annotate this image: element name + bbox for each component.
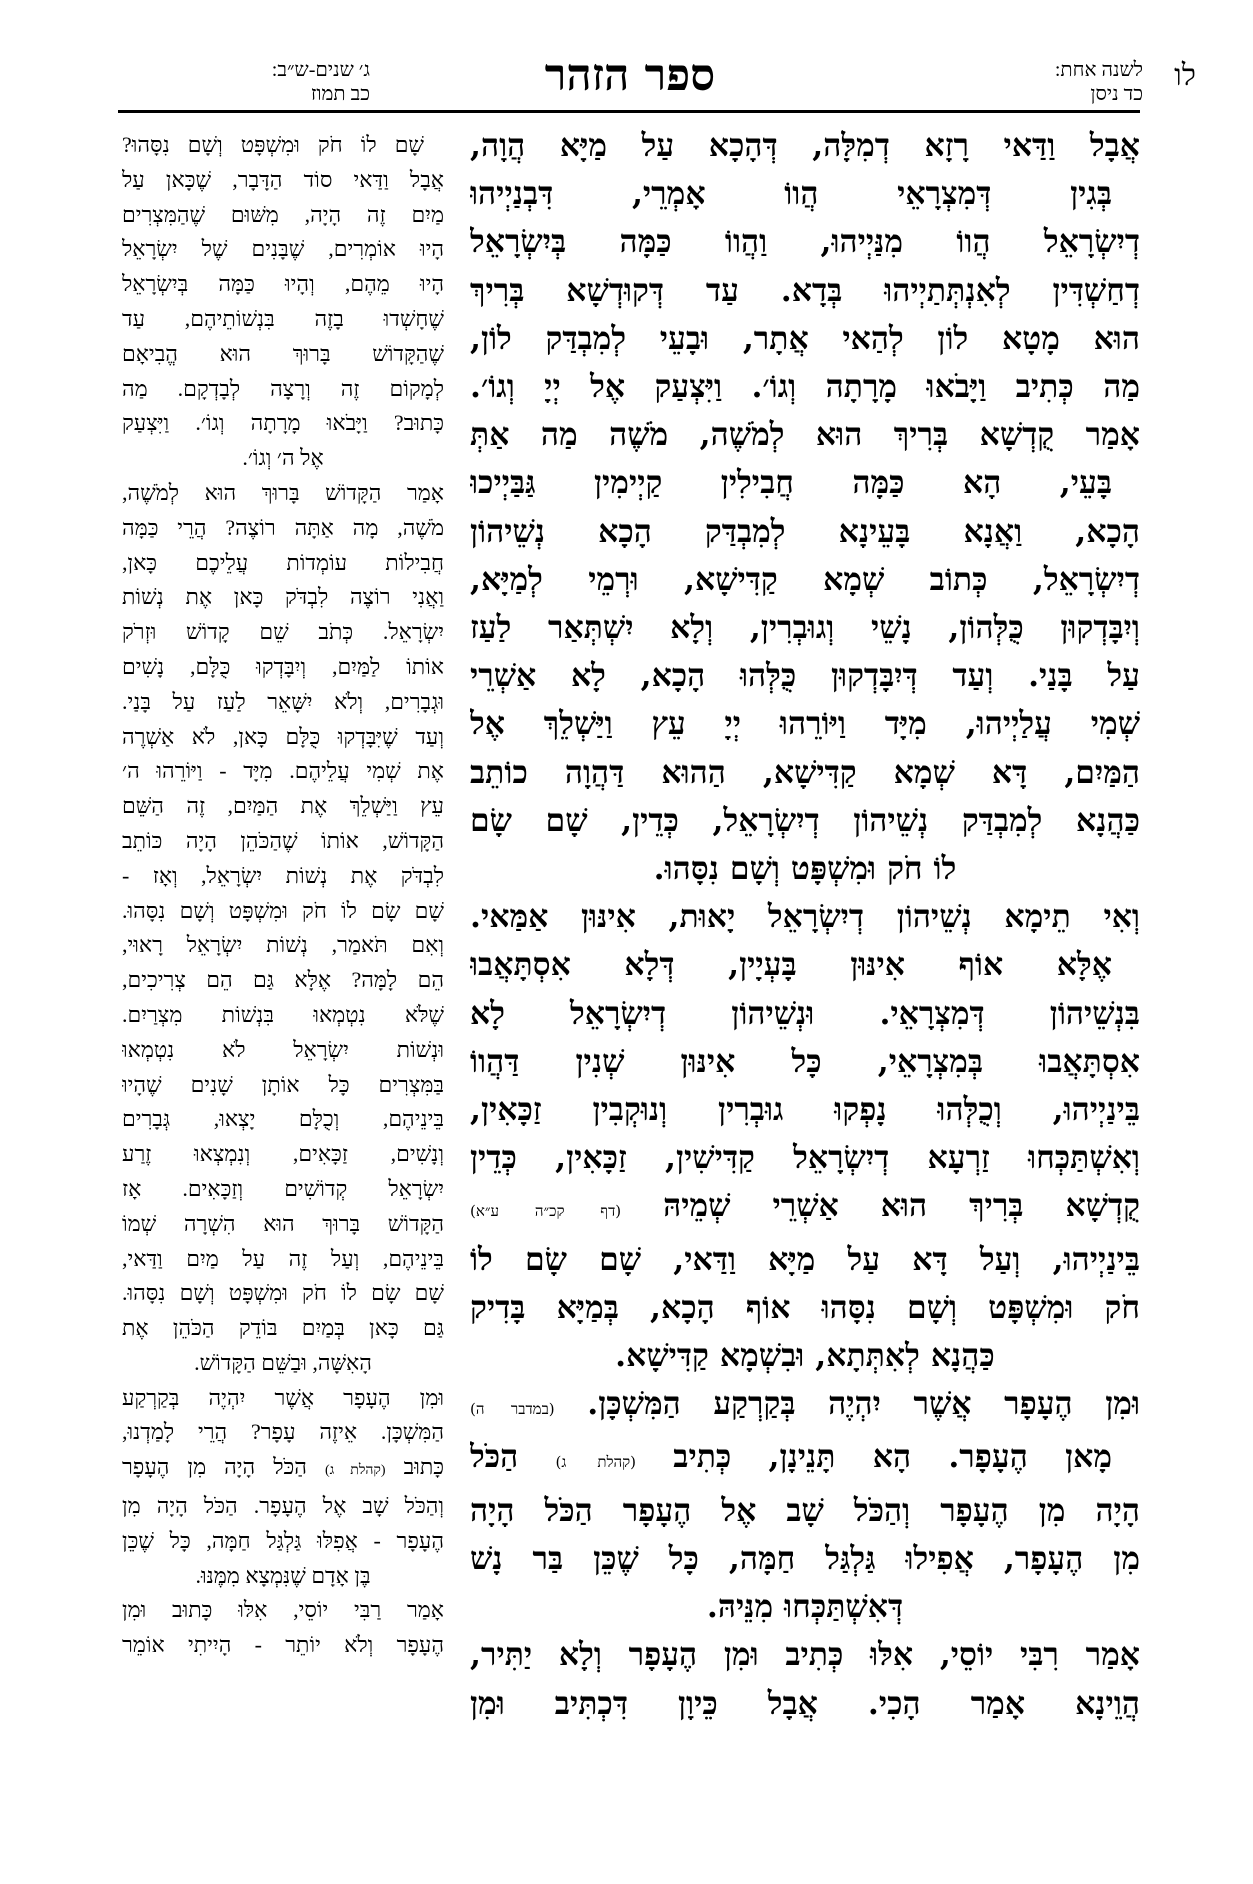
aramaic-line: אֶלָּא אוֹף אִינּוּן בָּעְיָין, דְּלָא אִסְתָּאֲבוּ: [470, 946, 1112, 984]
hebrew-line-text: כָּתוּב: [403, 1454, 444, 1480]
hebrew-line: כָּתוּב? וַיָּבֹאוּ מָרָתָה וְגוֹ׳. וַיִּצְעַק: [122, 410, 444, 436]
hebrew-line: שָׁם שָׂם לוֹ חֹק וּמִשְׁפָּט וְשָׁם נִסָּהוּ.: [122, 1280, 444, 1306]
aramaic-line: [470, 1182, 1140, 1235]
hebrew-line: לִבְדֹּק אֶת נְשׁוֹת יִשְׂרָאֵל, וְאָז -: [122, 862, 444, 888]
aramaic-line: בָּעֵי, הָא כַּמָּה חֲבִילִין קַיְימִין גַּבַּיְיכוּ: [470, 464, 1112, 502]
header-three-year-label: ג׳ שנים-ש״ב:: [271, 59, 370, 81]
aramaic-line: כַּהֲנָא לְמִבְדַּק נְשֵׁיהוֹן דְיִשְׂרָאֵל, כְּדֵין, שָׁם שָׂם: [470, 801, 1140, 839]
page-reference-note: (דף קכ״ה ע״א): [470, 1202, 622, 1221]
hebrew-line: הָאִשָּׁה, וּבַשֵּׁם הַקָּדוֹשׁ.: [194, 1349, 372, 1375]
hebrew-line: אָמַר רַבִּי יוֹסֵי, אִלּוּ כָּתוּב וּמִן: [122, 1597, 444, 1623]
verse-source-note: (קהלת ג): [324, 1463, 386, 1479]
header-yearly-label: לשנה אחת:: [1054, 59, 1143, 81]
hebrew-line: עֵץ וַיַּשְׁלֵךְ אֶת הַמַּיִם, זֶה הַשֵּׁם: [122, 793, 444, 819]
hebrew-line: הָיוּ מֵהֶם, וְהָיוּ כַּמָּה בְּיִשְׂרָאֵל: [122, 271, 444, 297]
aramaic-line: דְיִשְׂרָאֵל הֲווֹ מִנַּיְיהוּ, וַהֲווֹ כַּמָּה בְּיִשְׂרָאֵל: [470, 223, 1140, 261]
aramaic-line: הַמַּיִם, דָּא שְׁמָא קַדִּישָׁא, הַהוּא דַּהֲוָה כוֹתֵב: [470, 753, 1140, 791]
aramaic-line: הוּא מָטָא לוֹן לְהַאי אֲתָר, וּבָעֵי לְמִבְדַּק לוֹן,: [470, 319, 1140, 357]
hebrew-line: יִשְׂרָאֵל. כְּתֹב שֵׁם קָדוֹשׁ וּזְרֹק: [122, 619, 444, 645]
aramaic-line: דְּאִשְׁתַּכְּחוּ מִנֵּיהּ.: [706, 1588, 904, 1626]
hebrew-line: בֵּינֵיהֶם, וְעַל זֶה עַל מַיִם וַדַּאי,: [122, 1245, 444, 1271]
hebrew-line: אָמַר הַקָּדוֹשׁ בָּרוּךְ הוּא לְמֹשֶׁה,: [122, 479, 444, 505]
book-title: ספר הזהר: [544, 50, 716, 101]
hebrew-line: אֶל ה׳ וְגוֹ׳.: [242, 445, 324, 471]
hebrew-line: מֹשֶׁה, מָה אַתָּה רוֹצֶה? הֲרֵי כַּמָּה: [122, 514, 444, 540]
hebrew-line: יִשְׂרָאֵל קְדוֹשִׁים וְזַכָּאִים. אָז: [122, 1175, 444, 1201]
hebrew-line: בֶּן אָדָם שֶׁנִּמְצָא מִמֶּנּוּ.: [195, 1562, 371, 1588]
hebrew-line: וַאֲנִי רוֹצֶה לִבְדֹּק כָּאן אֶת נְשׁוֹת: [122, 584, 444, 610]
hebrew-line: אֲבָל וַדַּאי סוֹד הַדָּבָר, שֶׁכָּאן עַל: [122, 166, 444, 192]
hebrew-line: וּנְשׁוֹת יִשְׂרָאֵל לֹא נִטְמְאוּ: [122, 1036, 444, 1062]
aramaic-line: אָמַר קֻדְשָׁא בְּרִיךְ הוּא לְמֹשֶׁה, מֹשֶׁה מַה אַתְּ: [470, 416, 1140, 454]
hebrew-line: הֶעָפָר וְלֹא יוֹתֵר - הָיִיתִי אוֹמֵר: [122, 1632, 444, 1658]
aramaic-line: הָיָה מִן הֶעָפָר וְהַכֹּל שָׁב אֶל הֶעָפָר הַכֹּל הָיָה: [470, 1491, 1140, 1529]
hebrew-line: הַקָּדוֹשׁ בָּרוּךְ הוּא הִשְׁרָה שְׁמוֹ: [122, 1210, 444, 1236]
hebrew-line: וּגְבָרִים, וְלֹא יִשָּׁאֵר לַעַז עַל בָּנַי.: [122, 688, 444, 714]
hebrew-line: הָיוּ אוֹמְרִים, שֶׁבָּנִים שֶׁל יִשְׂרָאֵל: [122, 236, 444, 262]
hebrew-line: הַקָּדוֹשׁ, אוֹתוֹ שֶׁהַכֹּהֵן הָיָה כּוֹתֵב: [122, 827, 444, 853]
page-number: לו: [1174, 58, 1196, 93]
hebrew-line: שֶׁלֹּא נִטְמְאוּ בִּנְשׁוֹת מִצְרַיִם.: [122, 1001, 444, 1027]
aramaic-line: דְחַשְׁדִּין לְאִנְתְּתַיְיהוּ בְּדָא. עַד דְּקוּדְשָׁא בְּרִיךְ: [470, 271, 1140, 309]
aramaic-line: הָכָא, וַאֲנָא בָּעֵינָא לְמִבְדַּק הָכָא נְשֵׁיהוֹן: [470, 512, 1140, 550]
aramaic-line-text: וּמִן הֶעָפָר אֲשֶׁר יִהְיֶה בְּקַרְקַע הַמִּשְׁכָּן.: [587, 1385, 1140, 1423]
header-yearly-date: כד ניסן: [1090, 83, 1143, 105]
hebrew-line: שָׁם לוֹ חֹק וּמִשְׁפָּט וְשָׁם נִסָּהוּ?: [122, 132, 424, 157]
hebrew-line: שָׁם שָׂם לוֹ חֹק וּמִשְׁפָּט וְשָׁם נִסָּהוּ.: [122, 897, 444, 923]
hebrew-line: שֶׁחָשְׁדוּ בָזֶה בִּנְשׁוֹתֵיהֶם, עַד: [122, 305, 444, 331]
hebrew-line: וְהַכֹּל שָׁב אֶל הֶעָפָר. הַכֹּל הָיָה מִן: [122, 1493, 444, 1519]
hebrew-line: [122, 1450, 444, 1489]
verse-source-note: (במדבר ה): [470, 1400, 555, 1419]
hebrew-line: בֵּינֵיהֶם, וְכֻלָּם יָצְאוּ, גְּבָרִים: [122, 1106, 444, 1132]
aramaic-line: עַל בָּנַי. וְעַד דְּיִבָּדְקוּן כֻּלְּהוּ הָכָא, לָא אַשְׁרֵי: [470, 657, 1140, 695]
header-three-year-date: כב תמוז: [310, 83, 370, 105]
hebrew-line: הֶעָפָר - אֲפִלּוּ גַּלְגַּל חַמָּה, כָּל שֶׁכֵּן: [122, 1527, 444, 1553]
aramaic-line: [470, 1380, 1140, 1433]
aramaic-line: דְיִשְׂרָאֵל, כְּתוֹב שְׁמָא קַדִּישָׁא, וּרְמֵי לְמַיָּא,: [470, 560, 1140, 598]
hebrew-line-text: הַכֹּל הָיָה מִן הֶעָפָר: [122, 1454, 307, 1480]
aramaic-line: בֵּינַיְיהוּ, וְכֻלְּהוּ נָפְקוּ גוּבְרִין וְנוּקְבִין זַכָּאִין,: [470, 1091, 1140, 1129]
aramaic-line-text: הַכֹּל: [470, 1438, 519, 1476]
aramaic-line: אָמַר רִבִּי יוֹסֵי, אִלּוּ כְּתִיב וּמִן הֶעָפָר וְלָא יַתִּיר,: [470, 1636, 1140, 1674]
aramaic-line: בֵּינַיְיהוּ, וְעַל דָּא עַל מַיָּא וַדַּאי, שָׁם שָׂם לוֹ: [470, 1240, 1140, 1278]
aramaic-line: חֹק וּמִשְׁפָּט וְשָׁם נִסָּהוּ אוֹף הָכָא, בְּמַיָּא בָּדִיק: [470, 1288, 1140, 1326]
hebrew-line: הֵם לָמָּה? אֶלָּא גַּם הֵם צְרִיכִים,: [122, 967, 444, 993]
aramaic-line-text: קֻדְשָׁא בְּרִיךְ הוּא אַשְׁרֵי שְׁמֵיהּ: [663, 1187, 1140, 1225]
aramaic-line: בְּגִין דְּמִצְרָאֵי הֲווֹ אָמְרֵי, דִּבְנַיְיהוּ: [470, 175, 1112, 213]
hebrew-line: וְאִם תֹּאמַר, נְשׁוֹת יִשְׂרָאֵל רָאוּי,: [122, 932, 444, 958]
aramaic-line: לוֹ חֹק וּמִשְׁפָּט וְשָׁם נִסָּהוּ.: [653, 850, 957, 888]
hebrew-line: וְעַד שֶׁיִּבָּדְקוּ כֻּלָּם כָּאן, לֹא אַשְׁרֶה: [122, 723, 444, 749]
hebrew-line: אֶת שְׁמִי עֲלֵיהֶם. מִיָּד - וַיּוֹרֵהוּ ה׳: [122, 758, 444, 784]
hebrew-line: אוֹתוֹ לַמַּיִם, וְיִבָּדְקוּ כֻּלָּם, נָשִׁים: [122, 653, 444, 679]
aramaic-line: מַה כְּתִיב וַיָּבֹאוּ מָרָתָה וְגוֹ׳. וַיִּצְעַק אֶל יְיָ וְגוֹ׳.: [470, 368, 1140, 406]
hebrew-line: וּמִן הֶעָפָר אֲשֶׁר יִהְיֶה בְּקַרְקַע: [122, 1384, 444, 1410]
aramaic-line: אִסְתָּאֲבוּ בְּמִצְרָאֵי, כָּל אִינּוּן שְׁנִין דַּהֲווֹ: [470, 1042, 1140, 1080]
aramaic-line: מִן הֶעָפָר, אֲפִילוּ גַּלְגַּל חַמָּה, כָּל שֶׁכֵּן בַּר נָשׁ: [470, 1539, 1140, 1577]
aramaic-line: אֲבָל וַדַּאי רָזָא דְמִלָּה, דְּהָכָא עַל מַיָּא הֲוָה,: [470, 127, 1140, 164]
aramaic-line: וְיִבָּדְקוּן כֻּלְּהוֹן, נָשֵׁי וְגוּבְרִין, וְלָא יִשְׁתְּאַר לַעַז: [470, 609, 1140, 647]
hebrew-line: שֶׁהַקָּדוֹשׁ בָּרוּךְ הוּא הֱבִיאָם: [122, 340, 444, 366]
aramaic-line: בִּנְשֵׁיהוֹן דְּמִצְרָאֵי. וּנְשֵׁיהוֹן דְיִשְׂרָאֵל לָא: [470, 994, 1140, 1032]
aramaic-line-text: מָאן הֶעָפָר. הָא תָּנֵינָן, כְּתִיב: [673, 1438, 1113, 1476]
header-daily-schedule: [943, 58, 1143, 106]
header-divider: [118, 110, 1140, 113]
aramaic-line: כַּהֲנָא לְאִתְּתָא, וּבִשְׁמָא קַדִּישָׁא.: [615, 1337, 995, 1375]
hebrew-line: בַּמִּצְרִים כָּל אוֹתָן שָׁנִים שֶׁהָיוּ: [122, 1071, 444, 1097]
hebrew-line: וְנָשִׁים, זַכָּאִים, וְנִמְצְאוּ זֶרַע: [122, 1141, 444, 1167]
hebrew-line: הַמִּשְׁכָּן. אֵיזֶה עָפָר? הֲרֵי לָמַדְנוּ,: [122, 1419, 444, 1445]
hebrew-line: חֲבִילוֹת עוֹמְדוֹת עֲלֵיכֶם כָּאן,: [122, 549, 444, 575]
aramaic-line: [470, 1433, 1140, 1486]
hebrew-line: לְמָקוֹם זֶה וְרָצָה לְבָדְקָם. מַה: [122, 375, 444, 401]
aramaic-line: שְׁמִי עֲלַיְיהוּ, מִיָּד וַיּוֹרֵהוּ יְיָ עֵץ וַיַּשְׁלֵךְ אֶל: [470, 705, 1140, 743]
aramaic-line: הֲוֵינָא אָמַר הָכִי. אֲבָל כֵּיוָן דִּכְתִּיב וּמִן: [470, 1684, 1140, 1722]
hebrew-line: מַיִם זֶה הָיָה, מִשּׁוּם שֶׁהַמִּצְרִים: [122, 201, 444, 227]
aramaic-column: [470, 122, 1140, 1862]
header-three-year-schedule: [120, 58, 370, 106]
verse-source-note: (קהלת ג): [555, 1453, 637, 1472]
aramaic-line: וְאִשְׁתַּכְּחוּ זַרְעָא דְיִשְׂרָאֵל קַדִּישִׁין, זַכָּאִין, כְּדֵין: [470, 1139, 1140, 1177]
aramaic-line: וְאִי תֵימָא נְשֵׁיהוֹן דְיִשְׂרָאֵל יָאוּת, אִינּוּן אַמַּאי.: [470, 898, 1140, 936]
hebrew-line: גַּם כָּאן בְּמַיִם בּוֹדֵק הַכֹּהֵן אֶת: [122, 1315, 444, 1341]
hebrew-column: [122, 128, 444, 1862]
